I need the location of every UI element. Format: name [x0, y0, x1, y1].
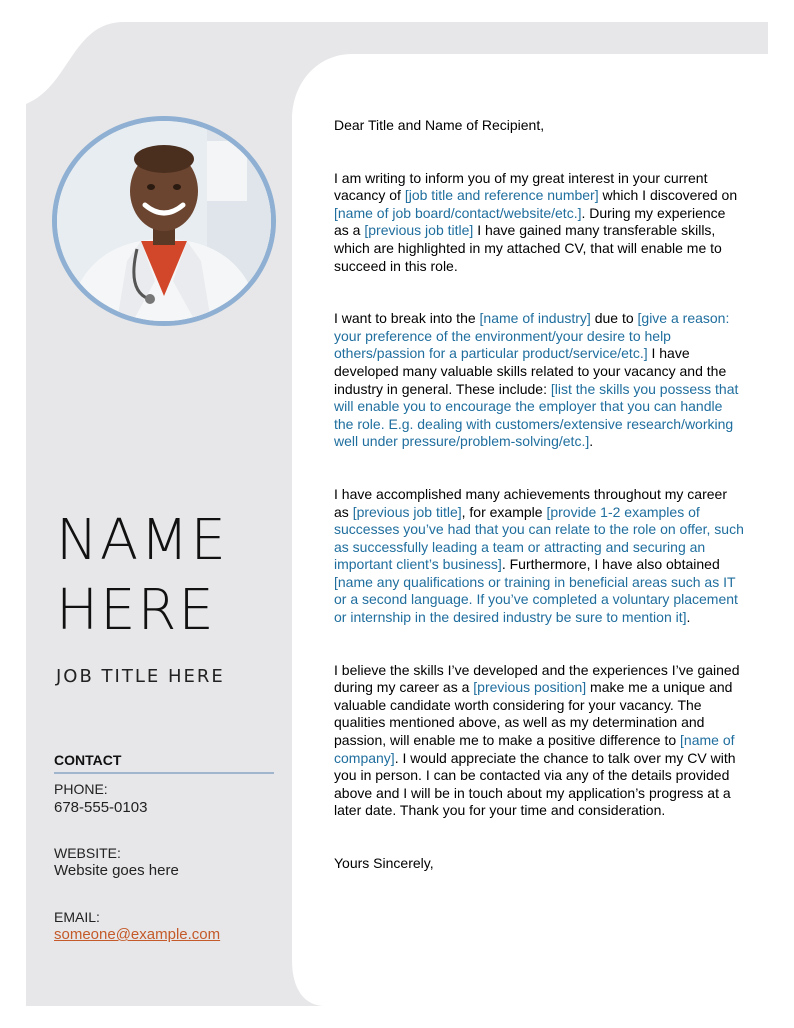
closing: Yours Sincerely,	[334, 855, 434, 871]
placeholder-text: [name of industry]	[479, 310, 591, 327]
body-text: . I would appreciate the chance to talk over my CV with you in person. I can be contacted via any of the details provided above and I will be in touch about my application’s progress at a later date. Thank you for your time and consideration.	[334, 749, 736, 819]
placeholder-text: [previous job title]	[352, 503, 462, 520]
placeholder-text: [name of job board/contact/website/etc.]	[334, 204, 582, 221]
body-text: I want to break into the	[334, 310, 480, 327]
profile-photo	[52, 116, 276, 326]
body-text: which I discovered on	[598, 187, 738, 204]
placeholder-text: [previous job title]	[364, 222, 474, 239]
body-text: . During my experience as a	[334, 204, 726, 239]
body-text: I am writing to inform you of my great interest in your current vacancy of	[334, 169, 708, 204]
doctor-portrait-icon	[57, 121, 271, 321]
body-text: I have developed many valuable skills related to your vacancy and the industry in general. These include:	[334, 345, 727, 397]
salutation: Dear Title and Name of Recipient,	[334, 117, 545, 133]
paragraph-3	[334, 486, 744, 627]
body-text: make me a unique and valuable candidate worth considering for your vacancy. The qualities mentioned above, as well as my determination and passion, will enable me to make a positive difference to	[334, 679, 733, 749]
placeholder-text: [name any qualifications or training in beneficial areas such as IT or a second language. If you’ve completed a voluntary placement or internship in the desired industry be sure to mention it]	[334, 573, 738, 626]
body-text: I believe the skills I’ve developed and the experiences I’ve gained during my career as a	[334, 661, 740, 696]
placeholder-text: [list the skills you possess that will enable you to encourage the employer that you can handle the role. E.g. dealing with customers/extensive research/working well under pressure/problem-solving/etc.]	[334, 380, 739, 450]
cover-letter-body	[334, 117, 744, 873]
body-text: I have accomplished many achievements throughout my career as	[334, 485, 727, 520]
body-text: .	[686, 609, 691, 626]
website-label: WEBSITE:	[54, 845, 121, 861]
paragraph-2	[334, 310, 744, 451]
placeholder-text: [give a reason: your preference of the environment/your desire to help others/passion for a particular product/service/etc.]	[334, 310, 730, 362]
name-line-1: NAME	[56, 508, 228, 573]
email-link[interactable]: someone@example.com	[54, 926, 221, 943]
website-value: Website goes here	[54, 862, 179, 879]
phone-label: PHONE:	[54, 781, 108, 797]
name-line-2: HERE	[56, 578, 216, 643]
body-text: .	[589, 433, 594, 450]
body-text: I have gained many transferable skills, which are highlighted in my attached CV, that will enable me to succeed in this role.	[334, 222, 722, 274]
paragraph-4	[334, 662, 744, 820]
body-text: due to	[590, 310, 638, 327]
paragraph-1	[334, 170, 744, 276]
job-title: JOB TITLE HERE	[56, 666, 225, 687]
phone-value: 678-555-0103	[54, 799, 148, 816]
contact-heading: CONTACT	[54, 752, 274, 774]
candidate-name	[56, 506, 286, 646]
placeholder-text: [name of company]	[334, 732, 735, 766]
body-text: . Furthermore, I have also obtained	[501, 556, 720, 573]
placeholder-text: [previous position]	[473, 679, 587, 696]
placeholder-text: [provide 1-2 examples of successes you’ve had that you can relate to the role on offer, such as successfully leading a team or attracting and securing an important client’s business]	[334, 503, 744, 573]
placeholder-text: [job title and reference number]	[404, 187, 599, 204]
body-text: , for example	[461, 503, 547, 520]
email-label: EMAIL:	[54, 909, 100, 925]
